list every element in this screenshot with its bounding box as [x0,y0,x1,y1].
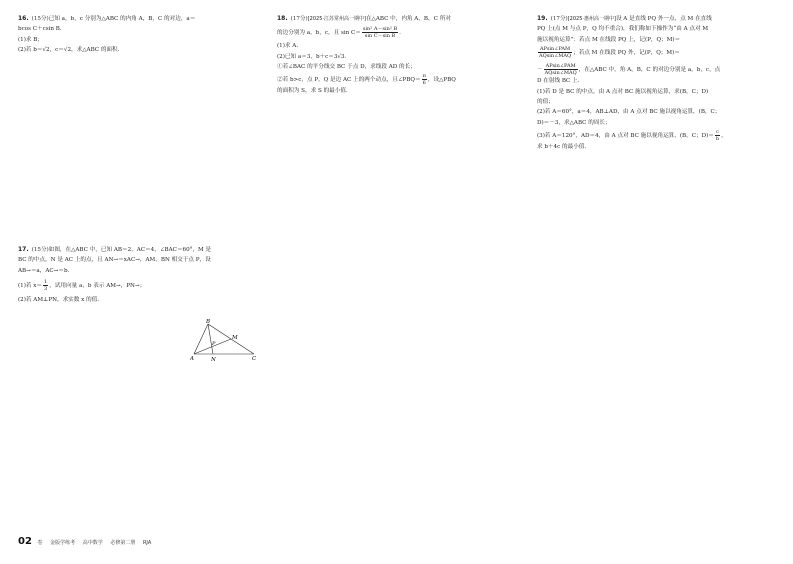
label-p: P [212,341,216,347]
label-m: M [232,335,238,341]
q19-formula-2 [537,63,782,76]
q17-line-3: AB→＝a，AC→＝b. [18,267,70,274]
q19-formula-2-pre: － [537,67,543,74]
q17-score: (15分) [31,247,49,253]
fraction-numerator: π [422,72,426,79]
q19-part-3-post: ， [721,133,727,140]
q18-text: 在△ABC 中，内角 A，B，C 所对 [365,16,451,22]
label-c: C [252,356,257,362]
q18-part-2-2-post: ，设△PBQ [427,76,456,83]
footer-item: RJA [142,540,152,546]
q19-part-1: (1)若 D 是 BC 的中点，由 A 点对 BC 施以视角运算，求(B，C；D) [537,88,709,95]
footer-item: 高中数学 [82,540,103,546]
label-b: B [206,319,211,325]
q16-number: 16. [18,15,29,22]
q18-score: (17分) [290,16,308,22]
q18-line-2 [277,26,522,39]
q18-sin-fraction [362,26,398,39]
q19-score: (17分) [550,16,568,22]
q17-part-1-post: ，试用向量 a，b 表示 AM→，PN→； [49,283,146,290]
fraction-numerator: c [716,129,719,136]
q17-part-1 [18,279,263,292]
q16-part-2: (2)若 b＝√2，c＝√2，求△ABC 的面积. [18,47,120,54]
fraction-denominator: 6 [422,79,426,86]
question-17 [18,245,263,306]
q19-formula-1 [537,46,782,59]
q16-line-2: bcos C＋csin B. [18,26,62,33]
q17-part-1-pre: (1)若 x＝ [18,283,43,290]
q19-line-3: 施以视角运算”：若点 M 在线段 PQ 上，记(P，Q；M)＝ [537,36,681,43]
q18-part-2-2-pre: ②若 b>c，点 P，Q 是边 AC 上的两个动点，且∠PBQ＝ [277,76,421,83]
fraction-numerator: sin² A－sin² B [362,26,398,33]
segment-bn [208,324,213,354]
q18-line-1 [277,14,522,24]
q16-text: 已知 a，b，c 分别为△ABC 的内角 A，B，C 的对边，a＝ [48,16,196,22]
q18-line-last: 的面积为 S，求 S 的最小值. [277,87,348,94]
footer-item: 卷 [37,540,43,546]
q19-source-tag: [2025·惠州高一期中] [567,16,616,22]
q18-part-1: (1)求 A. [277,43,299,50]
fraction-denominator: AQsin∠MAQ [544,70,577,77]
q19-formula-1-post: ；若点 M 在线段 PQ 外，记(P，Q；M)＝ [573,50,680,57]
question-19 [537,14,782,153]
fraction-denominator: 3 [44,286,48,293]
q18-line-2-post: . [399,30,401,37]
q18-line-2-pre: 的边分别为 a，b，c，且 sin C＝ [277,30,361,37]
question-16 [18,14,248,56]
q19-fraction-1 [538,46,572,59]
page-footer [18,536,157,547]
fraction-numerator: 1 [44,279,48,286]
q19-part-1-cont: 的值； [537,99,554,106]
q17-line-1 [18,245,263,255]
q17-number: 17. [18,246,29,253]
page-number: 02 [18,536,32,547]
q16-score: (15分) [31,16,49,22]
q17-text: 如图，在△ABC 中，已知 AB＝2，AC＝4，∠BAC＝60°，M 是 [48,247,212,253]
fraction-numerator: APsin∠PAM [538,46,572,53]
q19-part-3-cont: 求 b＋4c 的最小值. [537,144,587,151]
q17-part-2: (2)若 AM⊥PN，求实数 x 的值. [18,297,100,304]
q19-number: 19. [537,15,548,22]
label-n: N [211,357,216,363]
triangle-figure [186,316,262,364]
q19-line-1 [537,14,782,24]
q17-x-fraction [43,279,48,292]
q19-text: 设 A 是直线 PQ 外一点，点 M 在直线 [615,16,712,22]
q19-cb-fraction [715,129,720,142]
q19-formula-2-post: ，在△ABC 中，角 A，B，C 的对边分别是 a，b，c，点 [578,67,721,74]
q18-part-2-2 [277,73,522,86]
fraction-denominator: sin C－sin B [364,33,396,40]
q19-part-3 [537,129,782,142]
q19-part-2-cont: D)＝－3，求△ABC 的周长； [537,119,611,126]
q16-line-1 [18,14,248,24]
q18-part-2: (2)已知 a＝3，b＋c＝3√3. [277,53,347,60]
fraction-denominator: b [715,136,720,143]
fraction-denominator: AQsin∠MAQ [539,53,572,60]
label-a: A [190,356,194,362]
q18-number: 18. [277,15,288,22]
footer-item: 必修第二册 [110,540,136,546]
footer-item: 金版学练考 [50,540,76,546]
q17-line-2: BC 的中点，N 是 AC 上的点，且 AN→＝xAC→，AM，BN 相交于点 P，设 [18,257,211,264]
question-18 [277,14,522,96]
q19-part-2: (2)若 A＝60°，a＝4，AB⊥AD，由 A 点对 BC 施以视角运算，(B，C； [537,109,721,116]
q16-part-1: (1)求 B； [18,36,43,43]
q18-source-tag: [2025·江苏常州高一期中] [307,16,366,22]
q19-part-3-pre: (3)若 A＝120°，AD＝4，由 A 点对 BC 施以视角运算，(B，C；D)＝ [537,133,714,140]
q18-angle-fraction [422,73,427,86]
q19-line-2: PQ 上(点 M 与点 P，Q 均不重合)，我们称如下操作为“由 A 点对 M [537,26,709,33]
fraction-numerator: APsin∠PAM [544,63,578,70]
side-ab [194,324,208,354]
q18-part-2-1: ①若∠BAC 的平分线交 BC 于点 D，求线段 AD 的长； [277,64,416,71]
q19-fraction-2 [544,63,578,76]
q19-line-6: D 在射线 BC 上. [537,78,580,85]
